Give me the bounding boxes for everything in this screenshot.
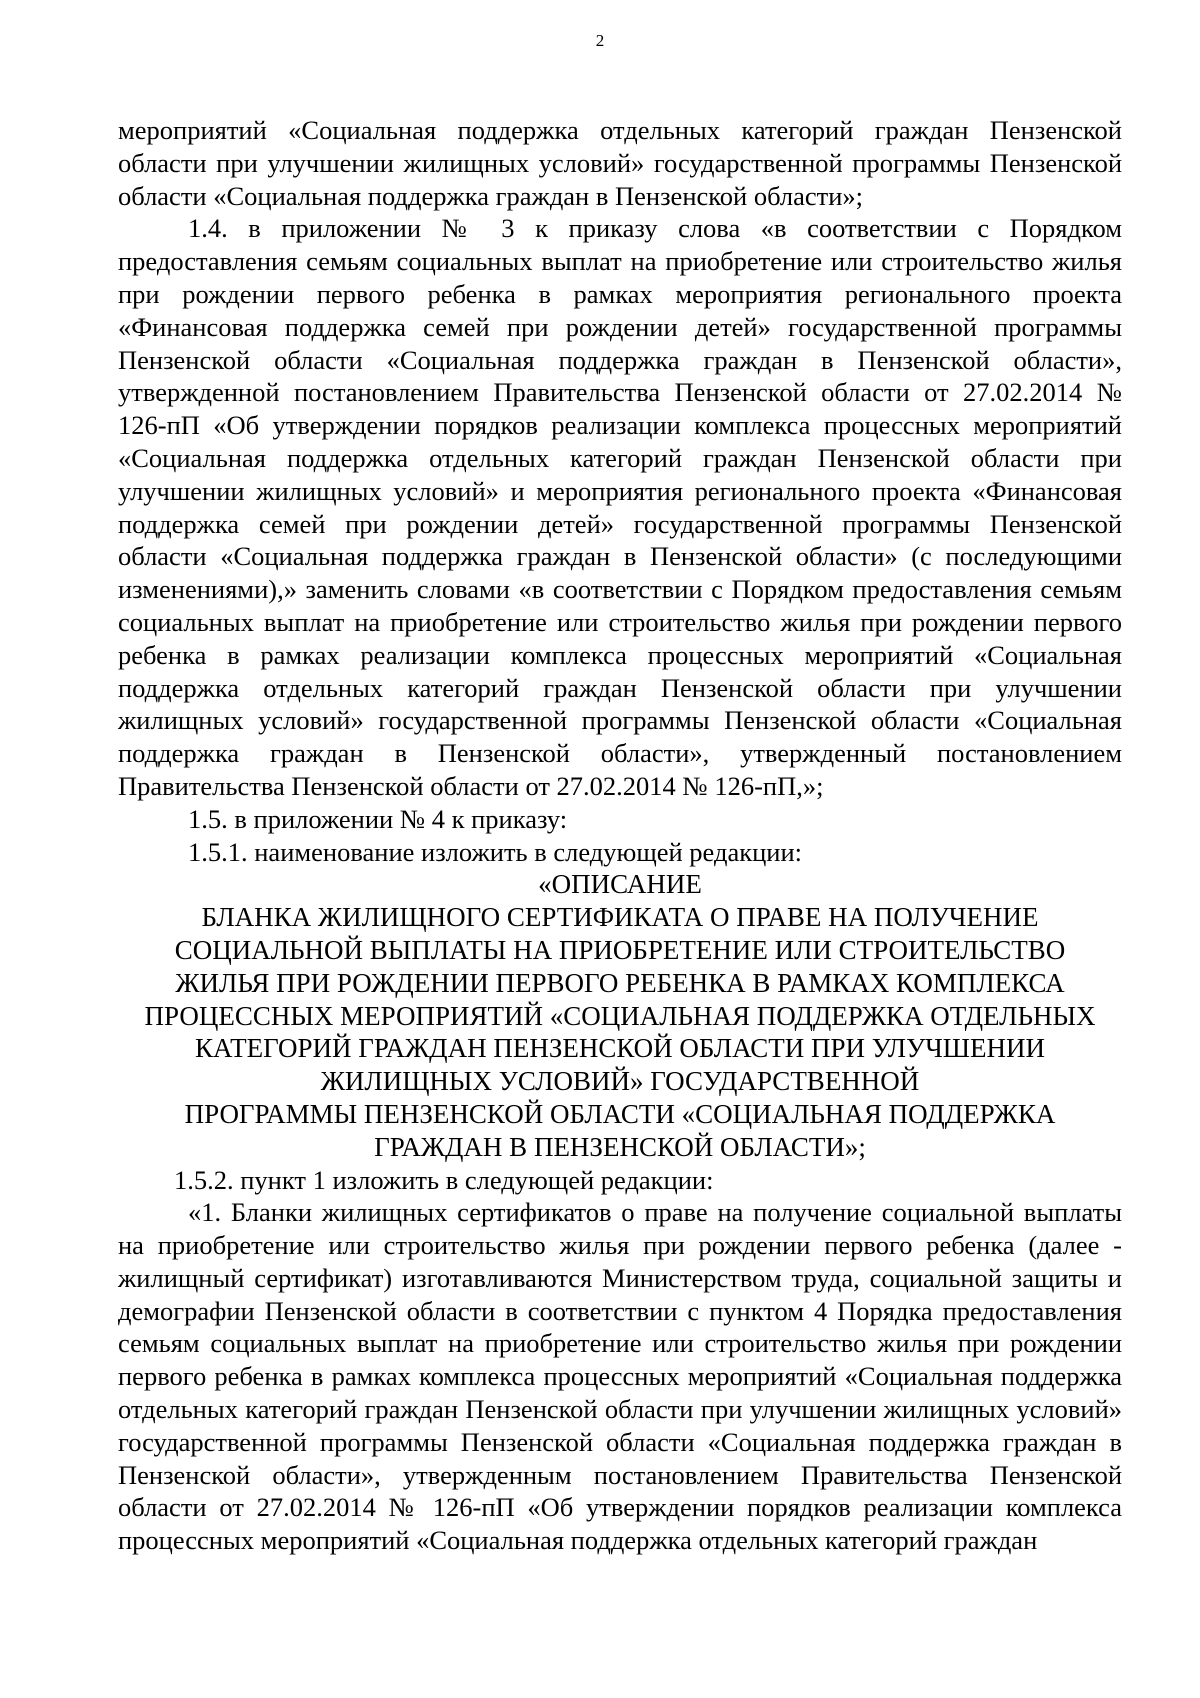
- document-heading: [118, 868, 1122, 1163]
- paragraph-1-5: 1.5. в приложении № 4 к приказу:: [188, 803, 568, 834]
- document-body: [118, 114, 1122, 1557]
- heading-line: ЖИЛЬЯ ПРИ РОЖДЕНИИ ПЕРВОГО РЕБЕНКА В РАМКАХ КОМПЛЕКСА: [175, 967, 1065, 998]
- heading-line: ЖИЛИЩНЫХ УСЛОВИЙ» ГОСУДАРСТВЕННОЙ: [320, 1066, 920, 1097]
- heading-line: СОЦИАЛЬНОЙ ВЫПЛАТЫ НА ПРИОБРЕТЕНИЕ ИЛИ СТРОИТЕЛЬСТВО: [174, 934, 1066, 965]
- heading-line: «ОПИСАНИЕ: [538, 869, 702, 900]
- paragraph-1-4: 1.4. в приложении № 3 к приказу слова «в соответствии с Порядком предоставления семьям социальных выплат на приобретение или строительство жилья при рождении первого ребенка в рамках мероприятия регионального проекта «Финансовая поддержка семей при рождении детей» государственной программы Пензенской области «Социальная поддержка граждан в Пензенской области», утвержденной постановлением Правительства Пензенской области от 27.02.2014 № 126-пП «Об утверждении порядков реализации комплекса процессных мероприятий «Социальная поддержка отдельных категорий граждан Пензенской области при улучшении жилищных условий» и мероприятия регионального проекта «Финансовая поддержка семей при рождении детей» государственной программы Пензенской области «Социальная поддержка граждан в Пензенской области» (с последующими изменениями),» заменить словами «в соответствии с Порядком предоставления семьям социальных выплат на приобретение или строительство жилья при рождении первого ребенка в рамках реализации комплекса процессных мероприятий «Социальная поддержка отдельных категорий граждан Пензенской области при улучшении жилищных условий» государственной программы Пензенской области «Социальная поддержка граждан в Пензенской области», утвержденный постановлением Правительства Пензенской области от 27.02.2014 № 126-пП,»;: [118, 213, 1122, 801]
- paragraph-1-5-2: 1.5.2. пункт 1 изложить в следующей редакции:: [174, 1164, 714, 1195]
- paragraph-item-1: «1. Бланки жилищных сертификатов о праве на получение социальной выплаты на приобретение или строительство жилья при рождении первого ребенка (далее - жилищный сертификат) изготавливаются Министерством труда, социальной защиты и демографии Пензенской области в соответствии с пунктом 4 Порядка предоставления семьям социальных выплат на приобретение или строительство жилья при рождении первого ребенка в рамках комплекса процессных мероприятий «Социальная поддержка отдельных категорий граждан Пензенской области при улучшении жилищных условий» государственной программы Пензенской области «Социальная поддержка граждан в Пензенской области», утвержденным постановлением Правительства Пензенской области от 27.02.2014 № 126-пП «Об утверждении порядков реализации комплекса процессных мероприятий «Социальная поддержка отдельных категорий граждан: [118, 1197, 1122, 1556]
- paragraph-continuation: мероприятий «Социальная поддержка отдельных категорий граждан Пензенской области при улучшении жилищных условий» государственной программы Пензенской области «Социальная поддержка граждан в Пензенской области»;: [118, 115, 1122, 211]
- heading-line: ГРАЖДАН В ПЕНЗЕНСКОЙ ОБЛАСТИ»;: [374, 1131, 866, 1162]
- heading-line: ПРОЦЕССНЫХ МЕРОПРИЯТИЙ «СОЦИАЛЬНАЯ ПОДДЕРЖКА ОТДЕЛЬНЫХ: [144, 1000, 1096, 1031]
- heading-line: БЛАНКА ЖИЛИЩНОГО СЕРТИФИКАТА О ПРАВЕ НА ПОЛУЧЕНИЕ: [201, 902, 1039, 933]
- paragraph-1-5-1: 1.5.1. наименование изложить в следующей редакции:: [188, 836, 802, 867]
- page-number: 2: [595, 31, 605, 50]
- heading-line: КАТЕГОРИЙ ГРАЖДАН ПЕНЗЕНСКОЙ ОБЛАСТИ ПРИ УЛУЧШЕНИИ: [194, 1033, 1046, 1064]
- heading-line: ПРОГРАММЫ ПЕНЗЕНСКОЙ ОБЛАСТИ «СОЦИАЛЬНАЯ ПОДДЕРЖКА: [184, 1098, 1056, 1129]
